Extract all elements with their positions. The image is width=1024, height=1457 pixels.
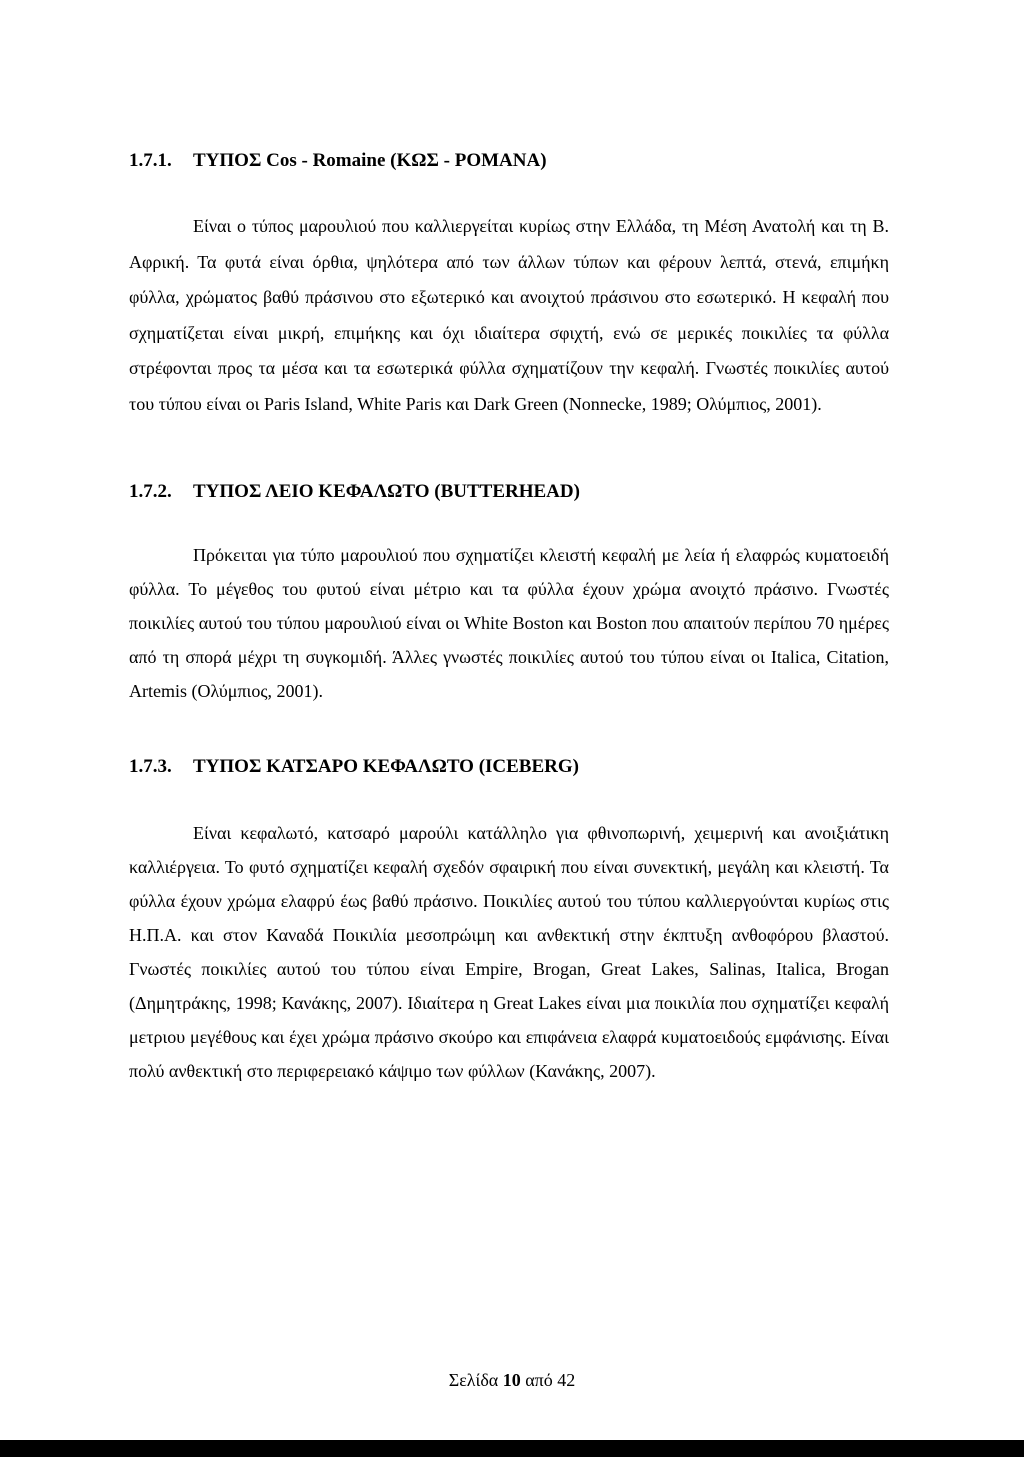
section-heading — [129, 146, 889, 176]
section-cos-romaine — [129, 146, 889, 422]
section-butterhead — [129, 477, 889, 708]
section-number: 1.7.2. — [129, 481, 172, 502]
footer-prefix: Σελίδα — [448, 1370, 499, 1390]
footer-total-pages: 42 — [557, 1370, 576, 1390]
section-title: ΤΥΠΟΣ Cos - Romaine (ΚΩΣ - ΡΟΜΑΝΑ) — [193, 150, 547, 171]
section-heading — [129, 752, 889, 782]
section-paragraph: Είναι ο τύπος μαρουλιού που καλλιεργείται κυρίως στην Ελλάδα, τη Μέση Ανατολή και τη Β. Αφρική. Τα φυτά είναι όρθια, ψηλότερα από των άλλων τύπων και φέρουν λεπτά, στενά, επιμήκη φύλλα, χρώματος βαθύ πράσινου στο εξωτερικό και ανοιχτού πράσινου στο εσωτερικό. Η κεφαλή που σχηματίζεται είναι μικρή, επιμήκης και όχι ιδιαίτερα σφιχτή, ενώ σε μερικές ποικιλίες τα φύλλα στρέφονται προς τα μέσα και τα εσωτερικά φύλλα σχηματίζουν την κεφαλή. Γνωστές ποικιλίες αυτού του τύπου είναι οι Paris Island, White Paris και Dark Green (Nonnecke, 1989; Ολύμπιος, 2001). — [129, 216, 889, 414]
page-content — [129, 146, 889, 1088]
section-iceberg — [129, 752, 889, 1088]
page-footer — [0, 1370, 1024, 1391]
section-paragraph: Είναι κεφαλωτό, κατσαρό μαρούλι κατάλληλο για φθινοπωρινή, χειμερινή και ανοιξιάτικη καλλιέργεια. Το φυτό σχηματίζει κεφαλή σχεδόν σφαιρική που είναι συνεκτική, μεγάλη και κλειστή. Τα φύλλα έχουν χρώμα ελαφρύ έως βαθύ πράσινο. Ποικιλίες αυτού του τύπου καλλιεργούνται κυρίως στις Η.Π.Α. και στον Καναδά Ποικιλία μεσοπρώιμη και ανθεκτική στην έκπτυξη ανθοφόρου βλαστού. Γνωστές ποικιλίες αυτού του τύπου είναι Empire, Brogan, Great Lakes, Salinas, Italica, Brogan (Δημητράκης, 1998; Κανάκης, 2007). Ιδιαίτερα η Great Lakes είναι μια ποικιλία που σχηματίζει κεφαλή μετριου μεγέθους και έχει χρώμα πράσινο σκούρο και επιφάνεια ελαφρά κυματοειδούς εμφάνισης. Είναι πολύ ανθεκτική στο περιφερειακό κάψιμο των φύλλων (Κανάκης, 2007). — [129, 823, 889, 1081]
section-number: 1.7.1. — [129, 150, 172, 171]
section-heading — [129, 477, 889, 507]
section-paragraph: Πρόκειται για τύπο μαρουλιού που σχηματίζει κλειστή κεφαλή με λεία ή ελαφρώς κυματοειδή φύλλα. Το μέγεθος του φυτού είναι μέτριο και τα φύλλα έχουν χρώμα ανοιχτό πράσινο. Γνωστές ποικιλίες αυτού του τύπου μαρουλιού είναι οι White Boston και Boston που απαιτούν περίπου 70 ημέρες από τη σπορά μέχρι τη συγκομιδή. Άλλες γνωστές ποικιλίες αυτού του τύπου είναι οι Italica, Citation, Artemis (Ολύμπιος, 2001). — [129, 545, 889, 701]
footer-middle: από — [525, 1370, 553, 1390]
section-title: ΤΥΠΟΣ ΚΑΤΣΑΡΟ ΚΕΦΑΛΩΤΟ (ICEBERG) — [193, 756, 579, 777]
footer-page-number: 10 — [502, 1370, 521, 1390]
section-title: ΤΥΠΟΣ ΛΕΙΟ ΚΕΦΑΛΩΤΟ (BUTTERHEAD) — [193, 481, 580, 502]
section-number: 1.7.3. — [129, 756, 172, 777]
